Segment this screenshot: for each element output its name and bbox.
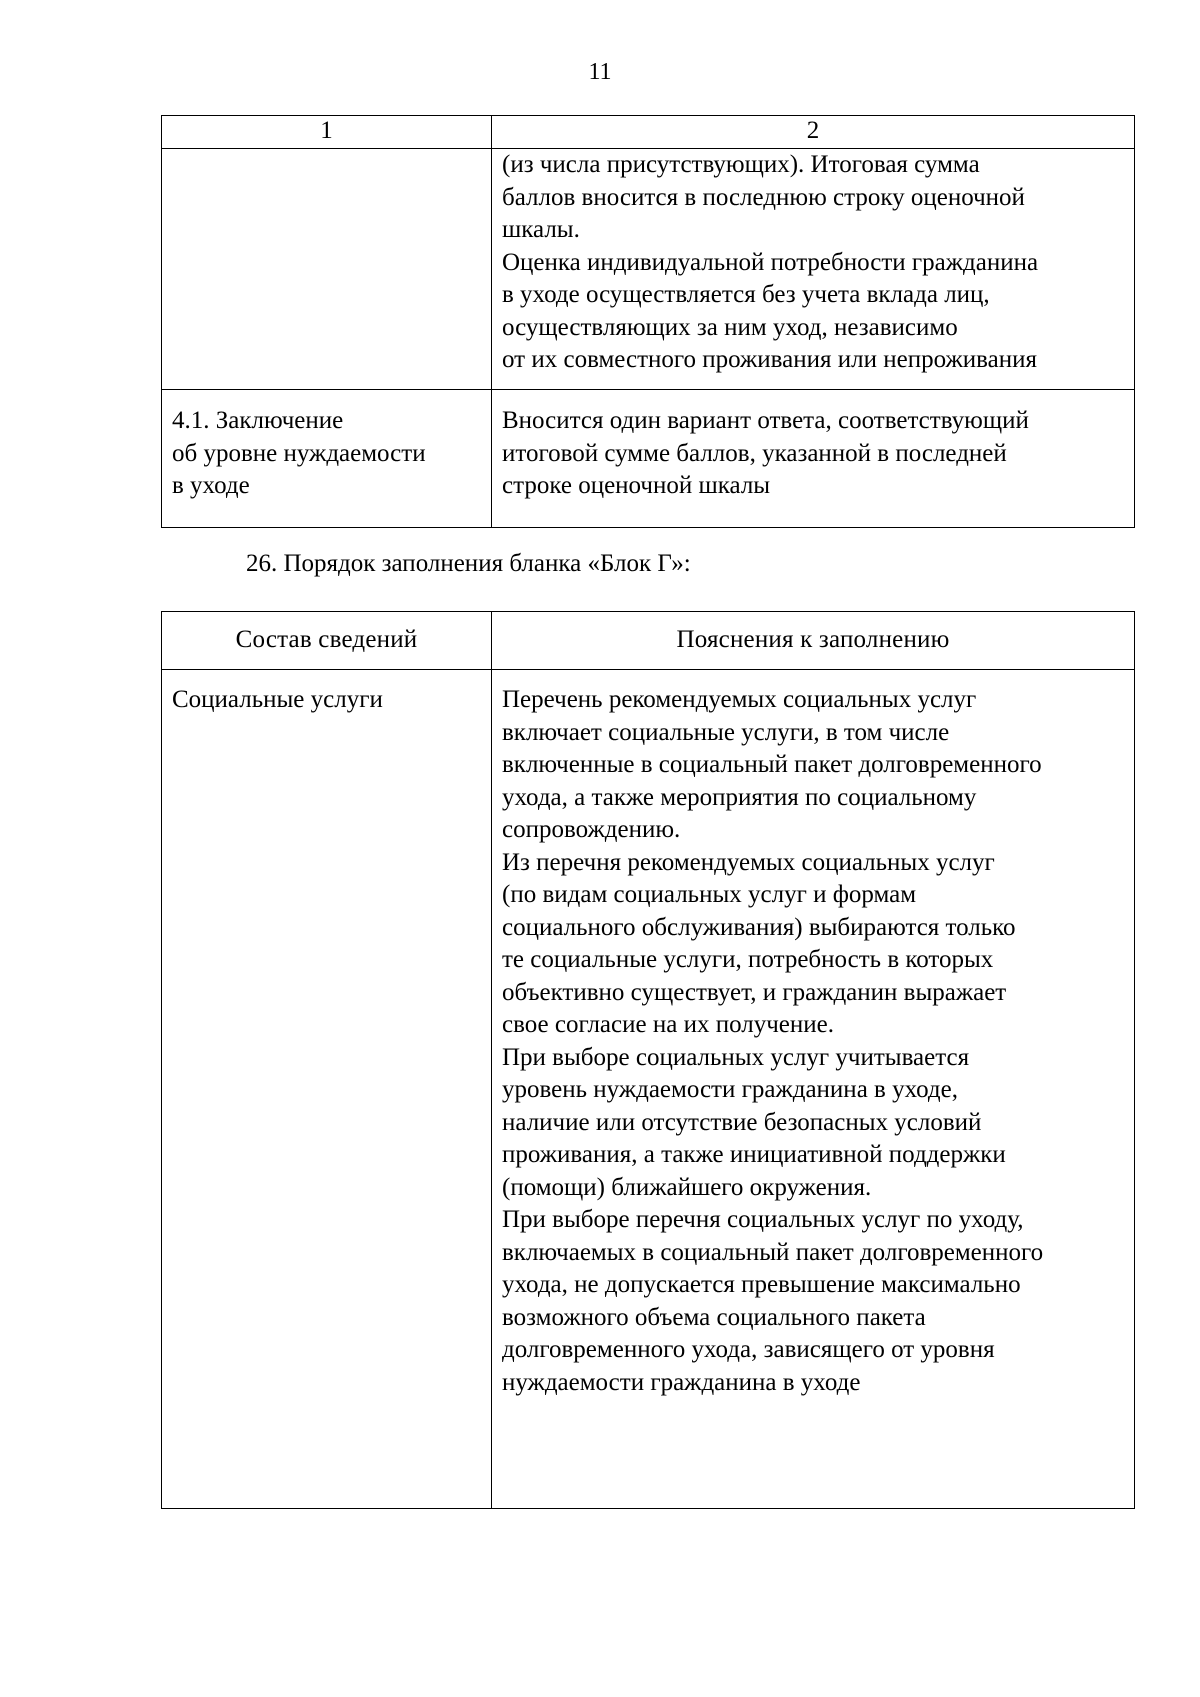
continuation-table — [161, 115, 1135, 528]
page-number: 11 — [588, 59, 612, 85]
text-line: баллов вносится в последнюю строку оценочной — [502, 183, 1025, 211]
text-line: наличие или отсутствие безопасных условий — [502, 1108, 982, 1136]
text-line: (из числа присутствующих). Итоговая сумма — [502, 151, 980, 178]
social-services-label: Социальные услуги — [162, 670, 492, 1509]
text-line: уровень нуждаемости гражданина в уходе, — [502, 1076, 958, 1103]
text-line: в уходе осуществляется без учета вклада лиц, — [502, 281, 990, 308]
continued-row-col1 — [162, 149, 492, 390]
social-services-explanation — [492, 670, 1135, 1509]
text-line: включенные в социальный пакет долговременного — [502, 751, 1042, 778]
text-line: ухода, а также мероприятия по социальному — [502, 783, 977, 811]
table-row — [162, 149, 1135, 390]
column-number-row — [162, 116, 1135, 149]
text-line: объективно существует, и гражданин выражает — [502, 978, 1007, 1006]
text-line: включает социальные услуги, в том числе — [502, 718, 950, 746]
text-line: социального обслуживания) выбираются только — [502, 913, 1016, 941]
table-row — [162, 670, 1135, 1509]
table-header-row — [162, 612, 1135, 670]
text-line: При выборе социальных услуг учитывается — [502, 1043, 970, 1071]
text-line: (по видам социальных услуг и формам — [502, 881, 917, 908]
text-line: строке оценочной шкалы — [502, 472, 771, 499]
text-line: ухода, не допускается превышение максимально — [502, 1271, 1021, 1298]
text-line: сопровождению. — [502, 816, 681, 843]
section-heading: 26. Порядок заполнения бланка «Блок Г»: — [246, 550, 691, 577]
text-line: долговременного ухода, зависящего от уровня — [502, 1336, 995, 1363]
text-line: При выборе перечня социальных услуг по уходу, — [502, 1206, 1024, 1233]
text-line: шкалы. — [502, 216, 580, 243]
text-line: 4.1. Заключение — [172, 407, 344, 434]
text-line: (помощи) ближайшего окружения. — [502, 1173, 872, 1201]
text-line: Из перечня рекомендуемых социальных услуг — [502, 848, 995, 876]
text-line: Вносится один вариант ответа, соответствующий — [502, 407, 1029, 434]
text-line: возможного объема социального пакета — [502, 1303, 926, 1331]
block-g-table — [161, 611, 1135, 1509]
text-line: те социальные услуги, потребность в которых — [502, 946, 994, 973]
conclusion-row-col2 — [492, 390, 1135, 528]
conclusion-row-col1 — [162, 390, 492, 528]
column-number-2: 2 — [492, 116, 1135, 149]
text-line: свое согласие на их получение. — [502, 1011, 835, 1038]
text-line: об уровне нуждаемости — [172, 439, 426, 467]
header-explanations: Пояснения к заполнению — [492, 612, 1135, 670]
text-line: включаемых в социальный пакет долговременного — [502, 1238, 1044, 1266]
text-line: нуждаемости гражданина в уходе — [502, 1368, 861, 1396]
text-line: проживания, а также инициативной поддержки — [502, 1141, 1006, 1168]
text-line: Перечень рекомендуемых социальных услуг — [502, 686, 977, 713]
continued-row-col2 — [492, 149, 1135, 390]
text-line: от их совместного проживания или непроживания — [502, 346, 1037, 373]
text-line: в уходе — [172, 472, 250, 499]
text-line: итоговой сумме баллов, указанной в последней — [502, 439, 1007, 467]
column-number-1: 1 — [162, 116, 492, 149]
table-row — [162, 390, 1135, 528]
text-line: Оценка индивидуальной потребности гражданина — [502, 248, 1039, 276]
header-composition: Состав сведений — [162, 612, 492, 670]
text-line: осуществляющих за ним уход, независимо — [502, 313, 958, 341]
